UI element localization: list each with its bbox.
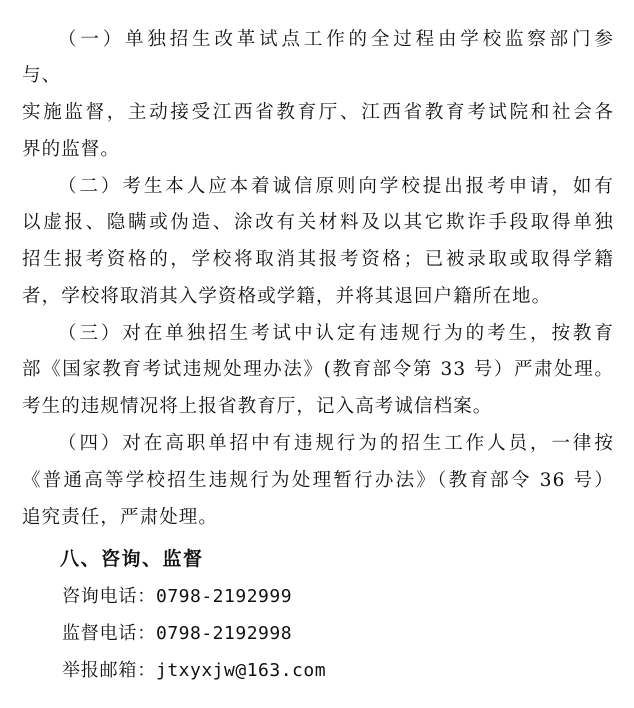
paragraph-1-line-2: 与、 <box>22 65 62 86</box>
contact-consult-label: 咨询电话： <box>62 586 156 607</box>
paragraph-4-line-1: （四）对在高职单招中有违规行为的招生工作人员，一律按 <box>58 433 614 454</box>
contact-supervise <box>62 622 292 646</box>
contact-report-email: jtxyxjw@163.com <box>156 660 327 681</box>
paragraph-4-line-3: 追究责任，严肃处理。 <box>22 507 219 528</box>
contact-consult <box>62 585 292 609</box>
paragraph-3-line-1: （三）对在单独招生考试中认定有违规行为的考生，按教育 <box>58 323 614 344</box>
paragraph-2-line-4: 者，学校将取消其入学资格或学籍，并将其退回户籍所在地。 <box>22 286 552 307</box>
paragraph-3-line-3: 考生的违规情况将上报省教育厅，记入高考诚信档案。 <box>22 396 493 417</box>
paragraph-1-line-1: （一）单独招生改革试点工作的全过程由学校监察部门参 <box>58 29 614 50</box>
paragraph-2-line-3: 招生报考资格的，学校将取消其报考资格；已被录取或取得学籍 <box>22 249 614 270</box>
paragraph-2-line-1: （二）考生本人应本着诚信原则向学校提出报考申请，如有 <box>58 176 614 197</box>
paragraph-4-line-2: 《普通高等学校招生违规行为处理暂行办法》（教育部令 36 号） <box>22 470 614 491</box>
contact-report-label: 举报邮箱： <box>62 660 156 681</box>
paragraph-3-line-2: 部《国家教育考试违规处理办法》(教育部令第 33 号）严肃处理。 <box>22 359 614 380</box>
contact-consult-phone: 0798-2192999 <box>156 586 293 607</box>
contact-supervise-phone: 0798-2192998 <box>156 623 293 644</box>
paragraph-1-line-3: 实施监督，主动接受江西省教育厅、江西省教育考试院和社会各 <box>22 102 614 123</box>
contact-report <box>62 659 326 683</box>
contact-supervise-label: 监督电话： <box>62 623 156 644</box>
section-heading: 八、咨询、监督 <box>60 548 204 570</box>
paragraph-1-line-4: 界的监督。 <box>22 139 121 160</box>
paragraph-2-line-2: 以虚报、隐瞒或伪造、涂改有关材料及以其它欺诈手段取得单独 <box>22 212 614 233</box>
